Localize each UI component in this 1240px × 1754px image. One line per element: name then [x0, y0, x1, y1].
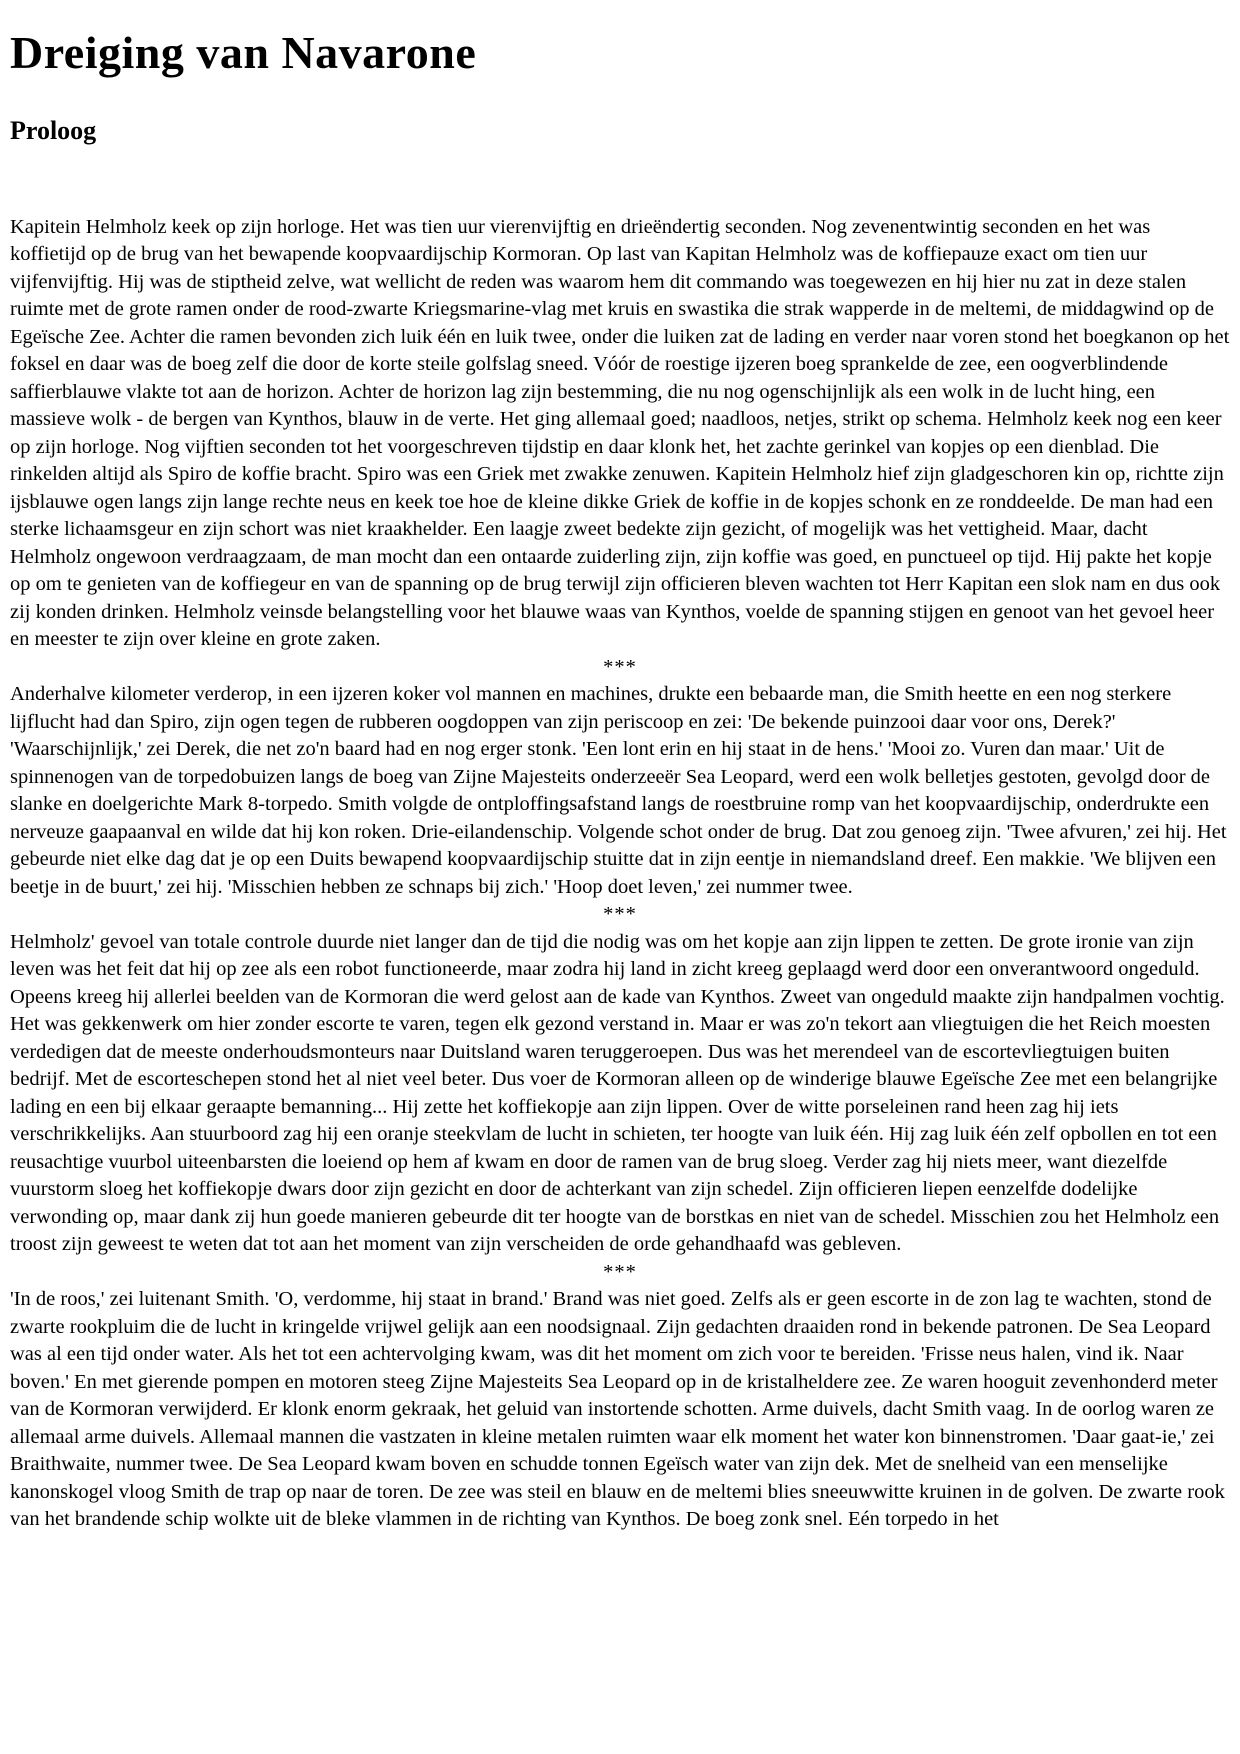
chapter-heading: Proloog [10, 115, 97, 145]
paragraph-1: Kapitein Helmholz keek op zijn horloge. Het was tien uur vierenvijftig en drieëndertig seconden. Nog zevenentwintig seconden en het was koffietijd op de brug van het bewapende koopvaardijschip Kormoran. Op last van Kapitan Helmholz was de koffiepauze exact om tien uur vijfenvijftig. Hij was de stiptheid zelve, wat wellicht de reden was waarom hem dit commando was toegewezen en hij hier nu zat in deze stalen ruimte met de grote ramen onder de rood-zwarte Kriegsmarine-vlag met kruis en swastika die strak wapperde in de meltemi, de middagwind op de Egeïsche Zee. Achter die ramen bevonden zich luik één en luik twee, onder die luiken zat de lading en verder naar voren stond het boegkanon op het foksel en daar was de boeg zelf die door de korte steile golfslag sneed. Vóór de roestige ijzeren boeg sprankelde de zee, een oogverblindende saffierblauwe vlakte tot aan de horizon. Achter de horizon lag zijn bestemming, die nu nog ogenschijnlijk als een wolk in de lucht hing, een massieve wolk - de bergen van Kynthos, blauw in de verte. Het ging allemaal goed; naadloos, netjes, strikt op schema. Helmholz keek nog een keer op zijn horloge. Nog vijftien seconden tot het voorgeschreven tijdstip en daar klonk het, het zachte gerinkel van kopjes op een dienblad. Die rinkelden altijd als Spiro de koffie bracht. Spiro was een Griek met zwakke zenuwen. Kapitein Helmholz hief zijn gladgeschoren kin op, richtte zijn ijsblauwe ogen langs zijn lange rechte neus en keek toe hoe de kleine dikke Griek de koffie in de kopjes schonk en ze ronddeelde. De man had een sterke lichaamsgeur en zijn schort was niet kraakhelder. Een laagje zweet bedekte zijn gezicht, of mogelijk was het vettigheid. Maar, dacht Helmholz ongewoon verdraagzaam, de man mocht dan een ontaarde zuiderling zijn, zijn koffie was goed, en punctueel op tijd. Hij pakte het kopje op om te genieten van de koffiegeur en van de spanning op de brug terwijl zijn officieren bleven wachten tot Herr Kapitan een slok nam en dus ook zij konden drinken. Helmholz veinsde belangstelling voor het blauwe waas van Kynthos, voelde de spanning stijgen en genoot van het gevoel heer en meester te zijn over kleine en grote zaken. [10, 215, 1230, 651]
section-separator: *** [603, 1260, 637, 1283]
paragraph-2: Anderhalve kilometer verderop, in een ijzeren koker vol mannen en machines, drukte een bebaarde man, die Smith heette en een nog sterkere lijflucht had dan Spiro, zijn ogen tegen de rubberen oogdoppen van zijn periscoop en zei: 'De bekende puinzooi daar voor ons, Derek?' 'Waarschijnlijk,' zei Derek, die net zo'n baard had en nog erger stonk. 'Een lont erin en hij staat in de hens.' 'Mooi zo. Vuren dan maar.' Uit de spinnenogen van de torpedobuizen langs de boeg van Zijne Majesteits onderzeeër Sea Leopard, werd een wolk belletjes gestoten, gevolgd door de slanke en doelgerichte Mark 8-torpedo. Smith volgde de ontploffingsafstand langs de roestbruine romp van het koopvaardijschip, onderdrukte een nerveuze gaapaanval en wilde dat hij kon roken. Drie-eilandenschip. Volgende schot onder de brug. Dat zou genoeg zijn. 'Twee afvuren,' zei hij. Het gebeurde niet elke dag dat je op een Duits bewapend koopvaardijschip stuitte dat in zijn eentje in niemandsland dreef. Een makkie. 'We blijven een beetje in de buurt,' zei hij. 'Misschien hebben ze schnaps bij zich.' 'Hoop doet leven,' zei nummer twee. [10, 683, 1227, 898]
section-separator: *** [603, 903, 637, 926]
page-title: Dreiging van Navarone [10, 27, 477, 78]
body-text [10, 214, 1230, 1534]
paragraph-4: 'In de roos,' zei luitenant Smith. 'O, verdomme, hij staat in brand.' Brand was niet goed. Zelfs als er geen escorte in de zon lag te wachten, stond de zwarte rookpluim die de lucht in kringelde vrijwel gelijk aan een noodsignaal. Zijn gedachten draaiden rond in bekende patronen. De Sea Leopard was al een tijd onder water. Als het tot een achtervolging kwam, was dit het moment om zich voor te bereiden. 'Frisse neus halen, vind ik. Naar boven.' En met gierende pompen en motoren steeg Zijne Majesteits Sea Leopard op in de kristalheldere zee. Ze waren hooguit zevenhonderd meter van de Kormoran verwijderd. Er klonk enorm gekraak, het geluid van instortende schotten. Arme duivels, dacht Smith vaag. In de oorlog waren ze allemaal arme duivels. Allemaal mannen die vastzaten in kleine metalen ruimten waar elk moment het water kon binnenstromen. 'Daar gaat-ie,' zei Braithwaite, nummer twee. De Sea Leopard kwam boven en schudde tonnen Egeïsch water van zijn dek. Met de snelheid van een menselijke kanonskogel vloog Smith de trap op naar de toren. De zee was steil en blauw en de meltemi blies sneeuwwitte kruinen in de golven. De zwarte rook van het brandende schip wolkte uit de bleke vlammen in de richting van Kynthos. De boeg zonk snel. Eén torpedo in het [10, 1288, 1225, 1531]
paragraph-3: Helmholz' gevoel van totale controle duurde niet langer dan de tijd die nodig was om het kopje aan zijn lippen te zetten. De grote ironie van zijn leven was het feit dat hij op zee als een robot functioneerde, maar zodra hij land in zicht kreeg geplaagd werd door een onverantwoord ongeduld. Opeens kreeg hij allerlei beelden van de Kormoran die werd gelost aan de kade van Kynthos. Zweet van ongeduld maakte zijn handpalmen vochtig. Het was gekkenwerk om hier zonder escorte te varen, tegen elk gezond verstand in. Maar er was zo'n tekort aan vliegtuigen die het Reich moesten verdedigen dat de meeste onderhoudsmonteurs naar Duitsland waren teruggeroepen. Dus was het merendeel van de escortevliegtuigen buiten bedrijf. Met de escorteschepen stond het al niet veel beter. Dus voer de Kormoran alleen op de winderige blauwe Egeïsche Zee met een belangrijke lading en een bij elkaar geraapte bemanning... Hij zette het koffiekopje aan zijn lippen. Over de witte porseleinen rand heen zag hij iets verschrikkelijks. Aan stuurboord zag hij een oranje steekvlam de lucht in schieten, ter hoogte van luik één. Hij zag luik één zelf opbollen en tot een reusachtige vuurbol uiteenbarsten die loeiend op hem af kwam en door de ramen van de brug sloeg. Verder zag hij niets meer, want diezelfde vuurstorm sloeg het koffiekopje dwars door zijn gezicht en door de achterkant van zijn schedel. Zijn officieren liepen eenzelfde dodelijke verwonding op, maar dank zij hun goede manieren gebeurde dit ter hoogte van de borstkas en niet van de schedel. Misschien zou het Helmholz een troost zijn geweest te weten dat tot aan het moment van zijn verscheiden de orde gehandhaafd was gebleven. [10, 930, 1225, 1256]
section-separator: *** [603, 655, 637, 678]
